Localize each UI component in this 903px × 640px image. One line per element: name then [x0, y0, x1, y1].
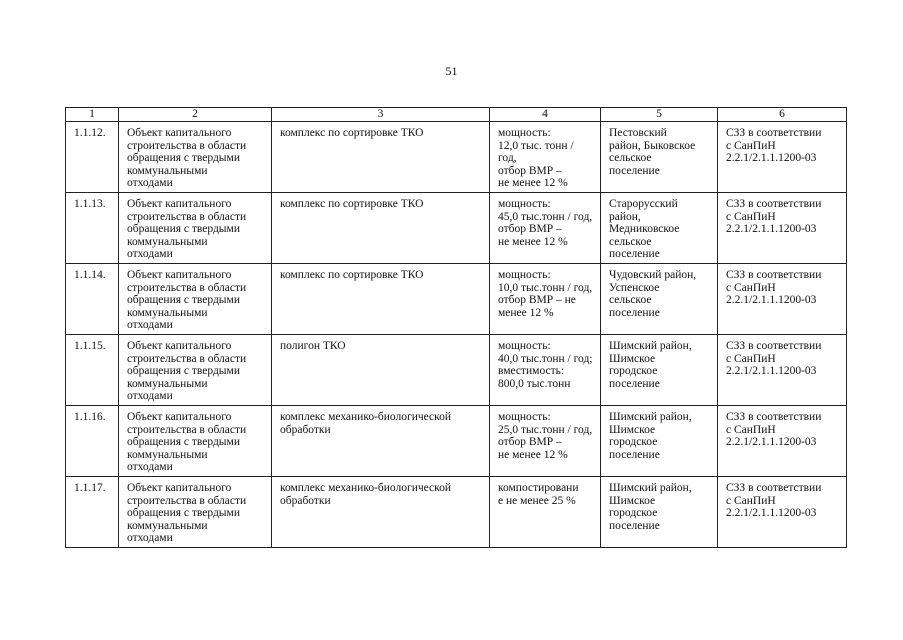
- table-row: [66, 122, 847, 193]
- row-number: 1.1.12.: [66, 122, 119, 193]
- header-col-3: 3: [272, 108, 490, 122]
- object-capacity: мощность: 10,0 тыс.тонн / год, отбор ВМР – не менее 12 %: [490, 264, 601, 335]
- object-type: комплекс механико-биологической обработки: [272, 406, 490, 477]
- object-type: полигон ТКО: [272, 335, 490, 406]
- sanitary-zone: СЗЗ в соответствии с СанПиН 2.2.1/2.1.1.1200-03: [718, 335, 847, 406]
- header-col-6: 6: [718, 108, 847, 122]
- object-location: Чудовский район, Успенское сельское поселение: [601, 264, 718, 335]
- row-number: 1.1.14.: [66, 264, 119, 335]
- objects-table: [65, 107, 847, 548]
- table-row: [66, 264, 847, 335]
- object-capacity: мощность: 12,0 тыс. тонн / год, отбор ВМР – не менее 12 %: [490, 122, 601, 193]
- row-number: 1.1.13.: [66, 193, 119, 264]
- object-name: Объект капитального строительства в области обращения с твердыми коммунальными отходами: [119, 264, 272, 335]
- object-capacity: мощность: 25,0 тыс.тонн / год, отбор ВМР – не менее 12 %: [490, 406, 601, 477]
- object-location: Шимский район, Шимское городское поселение: [601, 477, 718, 548]
- table-row: [66, 335, 847, 406]
- sanitary-zone: СЗЗ в соответствии с СанПиН 2.2.1/2.1.1.1200-03: [718, 477, 847, 548]
- object-type: комплекс механико-биологической обработки: [272, 477, 490, 548]
- header-col-4: 4: [490, 108, 601, 122]
- header-col-2: 2: [119, 108, 272, 122]
- object-name: Объект капитального строительства в области обращения с твердыми коммунальными отходами: [119, 335, 272, 406]
- object-capacity: мощность: 40,0 тыс.тонн / год; вместимость: 800,0 тыс.тонн: [490, 335, 601, 406]
- sanitary-zone: СЗЗ в соответствии с СанПиН 2.2.1/2.1.1.1200-03: [718, 122, 847, 193]
- object-location: Пестовский район, Быковское сельское поселение: [601, 122, 718, 193]
- object-location: Шимский район, Шимское городское поселение: [601, 406, 718, 477]
- header-col-1: 1: [66, 108, 119, 122]
- table-row: [66, 477, 847, 548]
- object-capacity: мощность: 45,0 тыс.тонн / год, отбор ВМР – не менее 12 %: [490, 193, 601, 264]
- sanitary-zone: СЗЗ в соответствии с СанПиН 2.2.1/2.1.1.1200-03: [718, 264, 847, 335]
- object-type: комплекс по сортировке ТКО: [272, 264, 490, 335]
- row-number: 1.1.15.: [66, 335, 119, 406]
- object-location: Шимский район, Шимское городское поселение: [601, 335, 718, 406]
- row-number: 1.1.16.: [66, 406, 119, 477]
- object-name: Объект капитального строительства в области обращения с твердыми коммунальными отходами: [119, 193, 272, 264]
- object-name: Объект капитального строительства в области обращения с твердыми коммунальными отходами: [119, 406, 272, 477]
- table-row: [66, 406, 847, 477]
- object-location: Старорусский район, Медниковское сельское поселение: [601, 193, 718, 264]
- header-col-5: 5: [601, 108, 718, 122]
- object-capacity: компостировани е не менее 25 %: [490, 477, 601, 548]
- table-row: [66, 193, 847, 264]
- sanitary-zone: СЗЗ в соответствии с СанПиН 2.2.1/2.1.1.1200-03: [718, 406, 847, 477]
- object-name: Объект капитального строительства в области обращения с твердыми коммунальными отходами: [119, 122, 272, 193]
- page-number: 51: [445, 64, 458, 78]
- row-number: 1.1.17.: [66, 477, 119, 548]
- object-name: Объект капитального строительства в области обращения с твердыми коммунальными отходами: [119, 477, 272, 548]
- sanitary-zone: СЗЗ в соответствии с СанПиН 2.2.1/2.1.1.1200-03: [718, 193, 847, 264]
- object-type: комплекс по сортировке ТКО: [272, 122, 490, 193]
- object-type: комплекс по сортировке ТКО: [272, 193, 490, 264]
- table-header-row: [66, 108, 847, 122]
